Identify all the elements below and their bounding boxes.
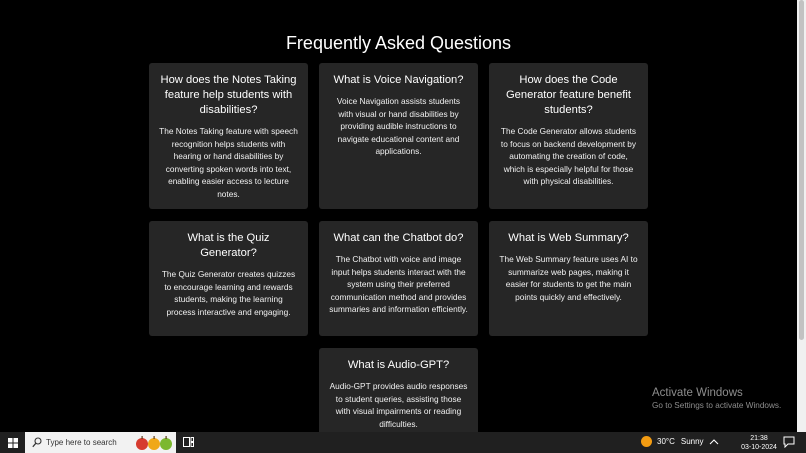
faq-card-audio-gpt bbox=[319, 348, 478, 432]
faq-question: What is the Quiz Generator? bbox=[187, 232, 270, 259]
faq-answer: The Web Summary feature uses AI to summarize web pages, making it easier for students to get the main points quickly and effectively. bbox=[499, 254, 638, 302]
weather-temperature: 30°C bbox=[657, 437, 675, 446]
faq-answer: Voice Navigation assists students with visual or hand disabilities by providing audible instructions to navigate educational content and applications. bbox=[336, 96, 461, 157]
watermark-subtitle: Go to Settings to activate Windows. bbox=[652, 401, 782, 410]
task-view-icon[interactable] bbox=[183, 437, 194, 447]
faq-card-web-summary bbox=[489, 221, 648, 336]
faq-answer: The Code Generator allows students to focus on backend development by automating the creation of code, which is especially helpful for those with physical disabilities. bbox=[500, 126, 637, 187]
windows-logo-icon bbox=[8, 438, 18, 448]
fruit-search-highlight-icon[interactable] bbox=[135, 435, 175, 451]
start-button[interactable] bbox=[0, 432, 25, 453]
chevron-up-icon[interactable] bbox=[709, 437, 719, 447]
search-placeholder: Type here to search bbox=[46, 438, 117, 447]
faq-card-chatbot bbox=[319, 221, 478, 336]
clock-time: 21:38 bbox=[750, 435, 768, 442]
faq-card-notes-taking bbox=[149, 63, 308, 209]
watermark-title: Activate Windows bbox=[652, 387, 743, 399]
faq-card-quiz-generator bbox=[149, 221, 308, 336]
faq-card-voice-navigation bbox=[319, 63, 478, 209]
sun-icon bbox=[641, 436, 652, 447]
weather-widget[interactable] bbox=[641, 436, 704, 447]
faq-answer: The Notes Taking feature with speech recognition helps students with hearing or hand disabilities by converting spoken words into text, enabling easier access to lecture notes. bbox=[159, 126, 298, 199]
clock-date: 03-10-2024 bbox=[741, 444, 777, 451]
faq-answer: Audio-GPT provides audio responses to student queries, assisting those with visual impairments or reading difficulties. bbox=[329, 381, 468, 429]
notification-icon[interactable] bbox=[783, 436, 795, 448]
faq-answer: The Chatbot with voice and image input helps students interact with the system using their preferred communication method and provides summaries and information efficiently. bbox=[329, 254, 468, 315]
faq-question: What is Web Summary? bbox=[508, 232, 629, 244]
faq-question: What can the Chatbot do? bbox=[333, 232, 464, 244]
faq-question: How does the Code Generator feature benefit students? bbox=[505, 74, 631, 116]
faq-question: What is Audio-GPT? bbox=[347, 359, 450, 371]
taskbar-clock[interactable] bbox=[738, 434, 780, 452]
faq-answer: The Quiz Generator creates quizzes to encourage learning and rewards students, making the learning process interactive and engaging. bbox=[161, 269, 296, 317]
scrollbar-thumb[interactable] bbox=[799, 0, 804, 340]
search-icon bbox=[32, 437, 42, 448]
activate-windows-watermark bbox=[652, 387, 781, 410]
vertical-scrollbar[interactable] bbox=[797, 0, 806, 432]
faq-question: How does the Notes Taking feature help students with disabilities? bbox=[160, 74, 297, 116]
faq-title: Frequently Asked Questions bbox=[285, 33, 512, 53]
taskbar bbox=[0, 432, 806, 453]
faq-card-code-generator bbox=[489, 63, 648, 209]
faq-question: What is Voice Navigation? bbox=[333, 74, 464, 86]
weather-condition: Sunny bbox=[680, 437, 704, 446]
